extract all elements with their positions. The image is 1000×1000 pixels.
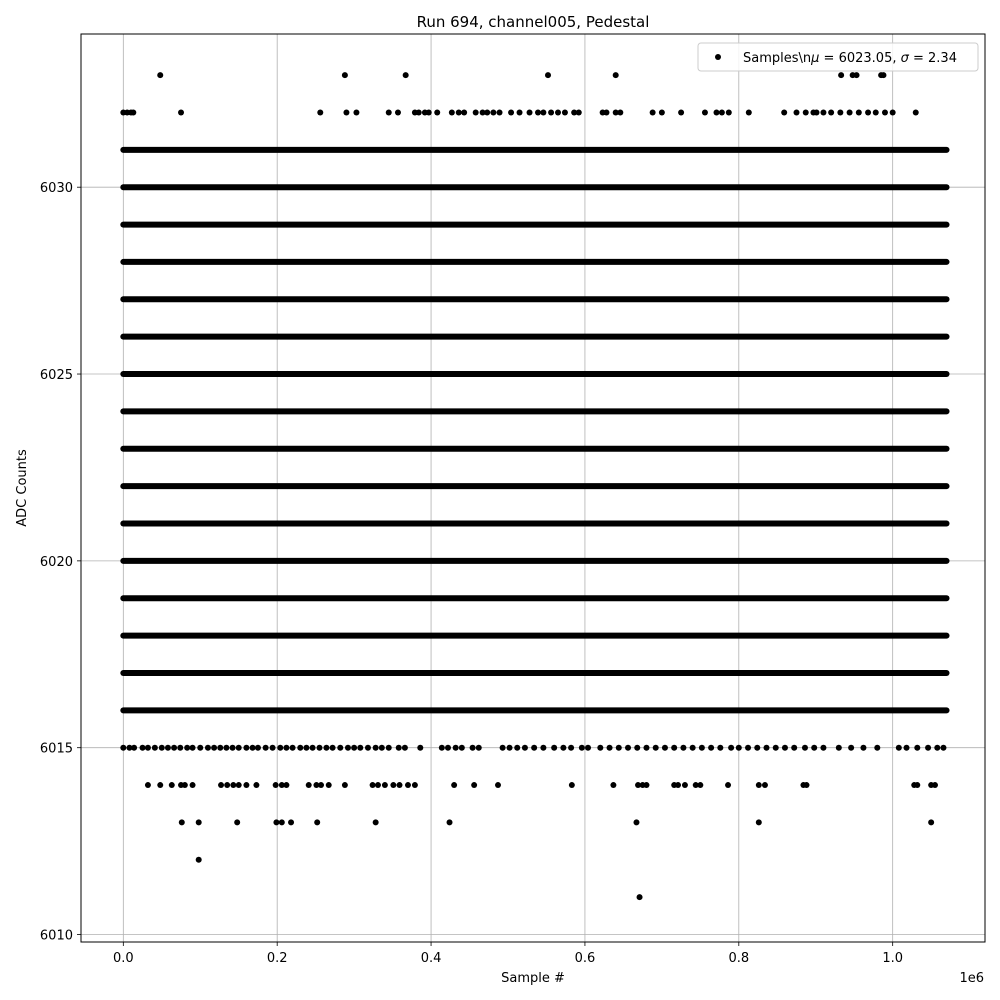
data-point	[814, 109, 820, 115]
data-point	[662, 745, 668, 751]
data-point	[828, 109, 834, 115]
data-point	[633, 819, 639, 825]
data-point	[610, 782, 616, 788]
data-point	[659, 109, 665, 115]
data-point	[678, 109, 684, 115]
data-point	[297, 745, 303, 751]
data-point	[473, 109, 479, 115]
data-point	[211, 745, 217, 751]
data-point	[531, 745, 537, 751]
data-point	[390, 782, 396, 788]
data-point	[736, 745, 742, 751]
data-point	[540, 109, 546, 115]
data-point	[157, 72, 163, 78]
data-point	[342, 72, 348, 78]
data-point	[802, 745, 808, 751]
data-point	[613, 72, 619, 78]
data-point	[702, 109, 708, 115]
x-tick-label: 0.4	[420, 951, 442, 966]
data-point	[451, 782, 457, 788]
data-point	[719, 109, 725, 115]
data-point	[726, 109, 732, 115]
data-point	[445, 745, 451, 751]
data-point	[535, 109, 541, 115]
data-point	[179, 819, 185, 825]
data-point	[495, 782, 501, 788]
data-point	[230, 782, 236, 788]
data-point	[357, 745, 363, 751]
data-point	[880, 72, 886, 78]
data-point	[145, 745, 151, 751]
data-point	[386, 109, 392, 115]
data-point	[607, 745, 613, 751]
data-point	[255, 745, 261, 751]
data-point	[500, 745, 506, 751]
data-point	[405, 782, 411, 788]
data-point	[476, 745, 482, 751]
data-point	[562, 109, 568, 115]
data-point	[925, 745, 931, 751]
data-point	[725, 782, 731, 788]
data-point	[230, 745, 236, 751]
data-point	[317, 745, 323, 751]
data-point	[746, 109, 752, 115]
data-point	[545, 72, 551, 78]
data-point	[617, 109, 623, 115]
data-point	[643, 745, 649, 751]
data-point	[756, 819, 762, 825]
data-point	[439, 745, 445, 751]
x-tick-label: 0.2	[266, 951, 288, 966]
data-point	[250, 745, 256, 751]
data-point	[190, 745, 196, 751]
data-point	[637, 894, 643, 900]
data-point	[913, 109, 919, 115]
data-point	[318, 782, 324, 788]
data-point	[171, 745, 177, 751]
data-point	[616, 745, 622, 751]
data-point	[717, 745, 723, 751]
data-point	[914, 745, 920, 751]
data-point	[283, 782, 289, 788]
data-point	[197, 745, 203, 751]
legend	[698, 43, 978, 71]
data-point	[306, 782, 312, 788]
data-point	[650, 109, 656, 115]
legend-label-prefix: Samples\n	[743, 51, 812, 66]
legend-label-std: = 2.34	[908, 51, 957, 66]
data-point	[351, 745, 357, 751]
data-point	[382, 782, 388, 788]
data-point	[353, 109, 359, 115]
data-point	[756, 782, 762, 788]
data-point	[928, 819, 934, 825]
data-point	[551, 745, 557, 751]
data-point	[434, 109, 440, 115]
data-point	[169, 782, 175, 788]
data-point	[597, 745, 603, 751]
data-point	[224, 782, 230, 788]
data-point	[896, 745, 902, 751]
data-point	[236, 745, 242, 751]
y-tick-label: 6010	[39, 928, 73, 944]
data-point	[873, 109, 879, 115]
data-point	[882, 109, 888, 115]
data-point	[728, 745, 734, 751]
data-point	[847, 109, 853, 115]
x-axis-offset-label: 1e6	[959, 971, 984, 986]
data-point	[860, 745, 866, 751]
data-point	[854, 72, 860, 78]
data-point	[794, 109, 800, 115]
data-point	[803, 109, 809, 115]
data-point	[773, 745, 779, 751]
data-point	[178, 109, 184, 115]
data-point	[634, 745, 640, 751]
data-point	[273, 819, 279, 825]
x-tick-label: 0.6	[574, 951, 596, 966]
data-point	[781, 109, 787, 115]
data-point	[263, 745, 269, 751]
data-point	[699, 745, 705, 751]
data-point	[848, 745, 854, 751]
data-point	[279, 819, 285, 825]
data-point	[548, 109, 554, 115]
data-point	[484, 109, 490, 115]
data-point	[182, 782, 188, 788]
data-point	[540, 745, 546, 751]
data-point	[697, 782, 703, 788]
data-point	[236, 782, 242, 788]
data-point	[337, 745, 343, 751]
data-point	[395, 109, 401, 115]
data-point	[426, 109, 432, 115]
data-point	[190, 782, 196, 788]
data-point	[196, 819, 202, 825]
data-point	[449, 109, 455, 115]
data-point	[345, 745, 351, 751]
data-point	[838, 72, 844, 78]
data-point	[804, 782, 810, 788]
data-point	[682, 782, 688, 788]
data-point	[403, 72, 409, 78]
data-point	[874, 745, 880, 751]
data-point	[490, 109, 496, 115]
legend-label-mu: μ	[811, 51, 820, 66]
data-point	[914, 782, 920, 788]
data-point	[375, 782, 381, 788]
data-point	[754, 745, 760, 751]
data-point	[196, 857, 202, 863]
y-tick-label: 6015	[39, 741, 73, 757]
data-point	[791, 745, 797, 751]
data-point	[317, 109, 323, 115]
x-tick-label: 0.0	[112, 951, 134, 966]
data-point	[253, 782, 259, 788]
data-point	[342, 782, 348, 788]
data-point	[288, 819, 294, 825]
data-point	[412, 782, 418, 788]
data-point	[470, 745, 476, 751]
data-point	[836, 745, 842, 751]
data-point	[820, 745, 826, 751]
data-point	[522, 745, 528, 751]
data-point	[890, 109, 896, 115]
data-point	[373, 819, 379, 825]
legend-label-sigma: σ	[900, 51, 909, 66]
data-point	[270, 745, 276, 751]
data-point	[745, 745, 751, 751]
data-point	[471, 782, 477, 788]
data-point	[416, 109, 422, 115]
data-point	[932, 782, 938, 788]
data-point	[603, 109, 609, 115]
data-point	[402, 745, 408, 751]
data-point	[273, 782, 279, 788]
data-point	[865, 109, 871, 115]
data-point	[217, 745, 223, 751]
data-point	[223, 745, 229, 751]
x-axis-label: Sample #	[501, 971, 565, 986]
data-point	[671, 745, 677, 751]
data-point	[386, 745, 392, 751]
data-point	[417, 745, 423, 751]
data-point	[782, 745, 788, 751]
data-point	[303, 745, 309, 751]
y-tick-label: 6025	[39, 368, 73, 384]
chart-title: Run 694, channel005, Pedestal	[416, 13, 650, 31]
data-point	[343, 109, 349, 115]
y-tick-label: 6020	[39, 554, 73, 570]
data-point	[152, 745, 158, 751]
data-point	[560, 745, 566, 751]
data-point	[145, 782, 151, 788]
data-point	[517, 109, 523, 115]
data-point	[140, 745, 146, 751]
data-point	[904, 745, 910, 751]
data-point	[527, 109, 533, 115]
data-point	[157, 782, 163, 788]
data-point	[459, 745, 465, 751]
data-point	[330, 745, 336, 751]
data-point	[243, 745, 249, 751]
data-point	[131, 745, 137, 751]
x-tick-label: 1.0	[882, 951, 904, 966]
data-point	[277, 745, 283, 751]
legend-label-mean: = 6023.05,	[819, 51, 901, 66]
data-point	[837, 109, 843, 115]
data-point	[447, 819, 453, 825]
data-point	[218, 782, 224, 788]
data-point	[120, 745, 126, 751]
data-point	[397, 782, 403, 788]
data-point	[456, 109, 462, 115]
y-axis-label: ADC Counts	[15, 449, 30, 527]
legend-label	[743, 51, 957, 66]
data-point	[940, 745, 946, 751]
data-point	[314, 819, 320, 825]
data-point	[370, 782, 376, 788]
data-point	[508, 109, 514, 115]
data-point	[625, 745, 631, 751]
data-point	[290, 745, 296, 751]
data-point	[323, 745, 329, 751]
legend-marker	[715, 54, 721, 60]
data-point	[643, 782, 649, 788]
data-point	[514, 745, 520, 751]
data-point	[379, 745, 385, 751]
data-point	[497, 109, 503, 115]
data-point	[856, 109, 862, 115]
data-point	[234, 819, 240, 825]
data-point	[396, 745, 402, 751]
data-point	[283, 745, 289, 751]
data-point	[585, 745, 591, 751]
data-point	[568, 745, 574, 751]
data-point	[708, 745, 714, 751]
data-point	[762, 782, 768, 788]
data-point	[579, 745, 585, 751]
data-point	[184, 745, 190, 751]
data-point	[243, 782, 249, 788]
data-point	[675, 782, 681, 788]
data-point	[310, 745, 316, 751]
data-point	[569, 782, 575, 788]
data-point	[690, 745, 696, 751]
data-point	[820, 109, 826, 115]
x-tick-label: 0.8	[728, 951, 750, 966]
data-point	[205, 745, 211, 751]
data-point	[461, 109, 467, 115]
data-point	[576, 109, 582, 115]
data-point	[326, 782, 332, 788]
data-point	[365, 745, 371, 751]
data-point	[130, 109, 136, 115]
data-point	[453, 745, 459, 751]
data-point	[159, 745, 165, 751]
data-point	[177, 745, 183, 751]
data-point	[713, 109, 719, 115]
data-point	[165, 745, 171, 751]
y-tick-label: 6030	[39, 181, 73, 197]
data-point	[373, 745, 379, 751]
data-point	[680, 745, 686, 751]
data-point	[555, 109, 561, 115]
data-point	[811, 745, 817, 751]
data-point	[507, 745, 513, 751]
data-point	[653, 745, 659, 751]
data-point	[764, 745, 770, 751]
data-point	[934, 745, 940, 751]
